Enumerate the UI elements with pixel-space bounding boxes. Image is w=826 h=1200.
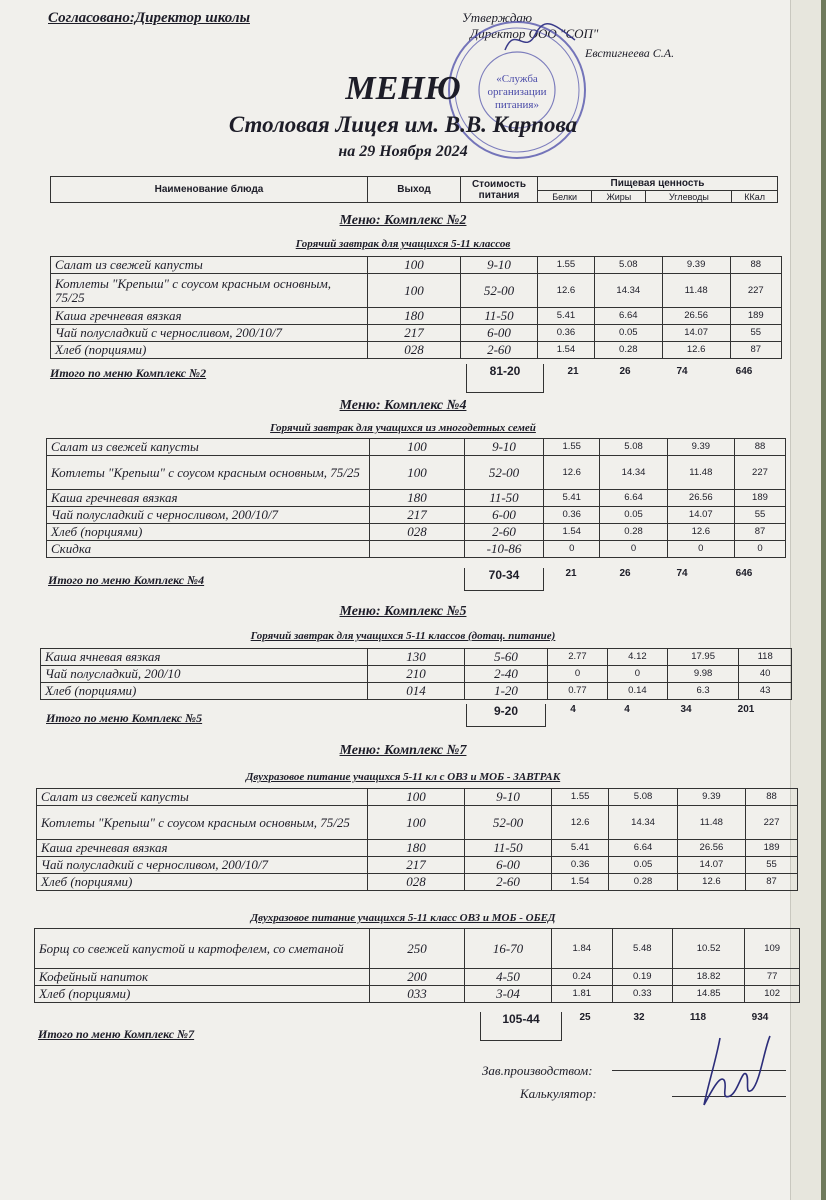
table-row — [51, 257, 782, 274]
dish-name: Чай полусладкий с черносливом, 200/10/7 — [51, 325, 368, 342]
dish-protein: 5.41 — [552, 840, 609, 857]
dish-output: 100 — [368, 257, 461, 274]
dish-fat: 0.14 — [607, 683, 667, 700]
dish-fat: 6.64 — [609, 840, 677, 857]
dish-carbs: 9.98 — [667, 666, 738, 683]
dish-carbs: 0 — [667, 541, 734, 558]
dish-name: Кофейный напиток — [35, 969, 370, 986]
dish-name: Каша гречневая вязкая — [47, 490, 370, 507]
dish-name: Котлеты "Крепыш" с соусом красным основным, 75/25 — [47, 456, 370, 490]
table-row — [51, 274, 782, 308]
dish-output: 028 — [370, 524, 465, 541]
dish-name: Хлеб (порциями) — [35, 986, 370, 1003]
dish-fat: 6.64 — [594, 308, 662, 325]
dish-kcal: 102 — [745, 986, 800, 1003]
dish-output: 100 — [368, 274, 461, 308]
production-manager-label: Зав.производством: — [482, 1063, 593, 1078]
complex-5-total-label: Итого по меню Комплекс №5 — [46, 711, 203, 725]
dish-carbs: 9.39 — [677, 789, 745, 806]
table-row — [47, 490, 786, 507]
dish-protein: 1.55 — [538, 257, 595, 274]
dish-kcal: 189 — [734, 490, 785, 507]
dish-protein: 0.36 — [544, 507, 600, 524]
dish-name: Каша ячневая вязкая — [41, 649, 368, 666]
dish-carbs: 14.07 — [677, 857, 745, 874]
dish-kcal: 88 — [730, 257, 781, 274]
complex-7-total-fat: 32 — [633, 1012, 645, 1023]
svg-text:организации: организации — [487, 86, 547, 98]
dish-price: 52-00 — [461, 274, 538, 308]
paper-edge — [790, 0, 821, 1200]
calculator-label: Калькулятор: — [520, 1086, 597, 1101]
dish-protein: 1.54 — [552, 874, 609, 891]
dish-carbs: 26.56 — [662, 308, 730, 325]
svg-text:питания»: питания» — [495, 99, 539, 111]
table-row — [47, 507, 786, 524]
approval-left: Согласовано:Директор школы — [48, 10, 250, 26]
table-row — [37, 806, 798, 840]
complex-7-total-label: Итого по меню Комплекс №7 — [38, 1027, 195, 1041]
dish-carbs: 26.56 — [667, 490, 734, 507]
dish-output: 217 — [368, 857, 465, 874]
table-row — [41, 666, 792, 683]
dish-fat: 14.34 — [600, 456, 667, 490]
dish-carbs: 14.07 — [662, 325, 730, 342]
dish-price: 6-00 — [461, 325, 538, 342]
dish-protein: 12.6 — [538, 274, 595, 308]
complex-7-breakfast-table — [36, 788, 798, 891]
dish-kcal: 189 — [730, 308, 781, 325]
dish-protein: 5.41 — [544, 490, 600, 507]
dish-carbs: 26.56 — [677, 840, 745, 857]
dish-name: Скидка — [47, 541, 370, 558]
dish-price: 52-00 — [465, 806, 552, 840]
dish-carbs: 12.6 — [667, 524, 734, 541]
complex-5-title: Меню: Комплекс №5 — [339, 604, 467, 619]
table-row — [41, 649, 792, 666]
dish-output: 180 — [368, 840, 465, 857]
dish-fat: 0.05 — [600, 507, 667, 524]
dish-fat: 0.28 — [609, 874, 677, 891]
dish-name: Салат из свежей капусты — [37, 789, 368, 806]
page-title: МЕНЮ — [345, 70, 461, 107]
dish-carbs: 9.39 — [667, 439, 734, 456]
dish-protein: 1.55 — [544, 439, 600, 456]
header-cost: Стоимость питания — [461, 177, 538, 203]
dish-carbs: 10.52 — [673, 929, 745, 969]
complex-5-total-protein: 4 — [570, 704, 576, 715]
header-output: Выход — [368, 177, 461, 203]
dish-kcal: 227 — [734, 456, 785, 490]
complex-4-total-kcal: 646 — [735, 568, 753, 579]
dish-output: 200 — [370, 969, 465, 986]
complex-7-total-kcal: 934 — [751, 1012, 769, 1023]
complex-5-subtitle: Горячий завтрак для учащихся 5-11 классов (дотац. питание) — [250, 630, 556, 642]
dish-name: Котлеты "Крепыш" с соусом красным основным, 75/25 — [51, 274, 368, 308]
dish-carbs: 11.48 — [667, 456, 734, 490]
dish-fat: 6.64 — [600, 490, 667, 507]
dish-output: 217 — [368, 325, 461, 342]
dish-name: Хлеб (порциями) — [51, 342, 368, 359]
complex-7-subtitle: Двухразовое питание учащихся 5-11 кл с ОВЗ и МОБ - ЗАВТРАК — [245, 771, 561, 783]
complex-5-table — [40, 648, 792, 700]
dish-fat: 0 — [600, 541, 667, 558]
dish-protein: 2.77 — [548, 649, 608, 666]
complex-7-subtitle-lunch: Двухразовое питание учащихся 5-11 класс ОВЗ и МОБ - ОБЕД — [250, 912, 556, 924]
dish-protein: 12.6 — [544, 456, 600, 490]
dish-name: Борщ со свежей капустой и картофелем, со сметаной — [35, 929, 370, 969]
dish-fat: 0.28 — [600, 524, 667, 541]
dish-fat: 0.33 — [612, 986, 673, 1003]
complex-7-total-carbs: 118 — [689, 1012, 707, 1023]
dish-kcal: 88 — [746, 789, 798, 806]
dish-fat: 0.05 — [594, 325, 662, 342]
dish-output: 130 — [368, 649, 465, 666]
dish-price: 16-70 — [465, 929, 552, 969]
dish-price: 11-50 — [465, 490, 544, 507]
dish-carbs: 14.85 — [673, 986, 745, 1003]
dish-protein: 1.81 — [552, 986, 613, 1003]
dish-protein: 5.41 — [538, 308, 595, 325]
dish-price: 52-00 — [465, 456, 544, 490]
table-row — [51, 308, 782, 325]
director-signature — [500, 20, 580, 60]
table-row — [47, 456, 786, 490]
dish-name: Хлеб (порциями) — [41, 683, 368, 700]
dish-price: 3-04 — [465, 986, 552, 1003]
dish-price: 2-60 — [461, 342, 538, 359]
dish-output: 100 — [368, 789, 465, 806]
dish-kcal: 88 — [734, 439, 785, 456]
complex-4-title: Меню: Комплекс №4 — [339, 398, 467, 413]
dish-kcal: 109 — [745, 929, 800, 969]
table-row — [37, 857, 798, 874]
dish-kcal: 55 — [730, 325, 781, 342]
menu-date: на 29 Ноября 2024 — [338, 143, 468, 160]
table-row — [35, 986, 800, 1003]
dish-kcal: 0 — [734, 541, 785, 558]
table-row — [51, 342, 782, 359]
complex-5-total-fat: 4 — [624, 704, 630, 715]
dish-name: Салат из свежей капусты — [47, 439, 370, 456]
header-protein: Белки — [538, 191, 592, 203]
dish-output: 250 — [370, 929, 465, 969]
dish-kcal: 87 — [734, 524, 785, 541]
dish-name: Каша гречневая вязкая — [37, 840, 368, 857]
dish-carbs: 17.95 — [667, 649, 738, 666]
header-nutrition: Пищевая ценность — [538, 177, 778, 191]
complex-2-table — [50, 256, 782, 359]
dish-price: 9-10 — [461, 257, 538, 274]
dish-kcal: 227 — [746, 806, 798, 840]
dish-price: 6-00 — [465, 857, 552, 874]
dish-price: 6-00 — [465, 507, 544, 524]
dish-fat: 5.08 — [594, 257, 662, 274]
complex-7-title: Меню: Комплекс №7 — [339, 743, 467, 758]
dish-output: 180 — [368, 308, 461, 325]
dish-price: 11-50 — [461, 308, 538, 325]
complex-2-subtitle: Горячий завтрак для учащихся 5-11 классов — [295, 238, 511, 250]
dish-protein: 0.24 — [552, 969, 613, 986]
table-row — [47, 439, 786, 456]
dish-kcal: 227 — [730, 274, 781, 308]
dish-carbs: 12.6 — [677, 874, 745, 891]
table-row — [37, 789, 798, 806]
dish-output: 033 — [370, 986, 465, 1003]
dish-fat: 4.12 — [607, 649, 667, 666]
dish-kcal: 87 — [746, 874, 798, 891]
dish-output — [370, 541, 465, 558]
complex-4-total-fat: 26 — [619, 568, 631, 579]
dish-price: 2-60 — [465, 524, 544, 541]
handwritten-signature — [690, 1030, 780, 1110]
dish-output: 014 — [368, 683, 465, 700]
dish-price: -10-86 — [465, 541, 544, 558]
dish-price: 5-60 — [465, 649, 548, 666]
table-row — [47, 541, 786, 558]
dish-protein: 0.77 — [548, 683, 608, 700]
dish-output: 217 — [370, 507, 465, 524]
director-name: Евстигнеева С.А. — [585, 46, 675, 60]
dish-output: 210 — [368, 666, 465, 683]
dish-kcal: 55 — [734, 507, 785, 524]
dish-price: 2-60 — [465, 874, 552, 891]
dish-protein: 0.36 — [538, 325, 595, 342]
dish-kcal: 55 — [746, 857, 798, 874]
table-row — [51, 325, 782, 342]
approval-title: Утверждаю — [462, 10, 533, 25]
dish-fat: 0.19 — [612, 969, 673, 986]
dish-protein: 12.6 — [552, 806, 609, 840]
dish-carbs: 11.48 — [662, 274, 730, 308]
dish-fat: 5.08 — [600, 439, 667, 456]
dish-carbs: 18.82 — [673, 969, 745, 986]
dish-output: 100 — [370, 439, 465, 456]
complex-2-total-carbs: 74 — [676, 366, 688, 377]
complex-5-total-price: 9-20 — [466, 704, 546, 727]
dish-name: Чай полусладкий с черносливом, 200/10/7 — [47, 507, 370, 524]
dish-name: Хлеб (порциями) — [47, 524, 370, 541]
dish-price: 4-50 — [465, 969, 552, 986]
dish-carbs: 6.3 — [667, 683, 738, 700]
header-kcal: ККал — [732, 191, 778, 203]
dish-protein: 0 — [548, 666, 608, 683]
complex-7-lunch-table — [34, 928, 800, 1003]
dish-fat: 5.08 — [609, 789, 677, 806]
dish-fat: 5.48 — [612, 929, 673, 969]
dish-protein: 0.36 — [552, 857, 609, 874]
dish-price: 1-20 — [465, 683, 548, 700]
dish-kcal: 87 — [730, 342, 781, 359]
dish-output: 100 — [370, 456, 465, 490]
dish-name: Хлеб (порциями) — [37, 874, 368, 891]
dish-name: Котлеты "Крепыш" с соусом красным основным, 75/25 — [37, 806, 368, 840]
dish-protein: 1.84 — [552, 929, 613, 969]
complex-5-total-carbs: 34 — [680, 704, 692, 715]
table-header — [50, 176, 778, 203]
complex-7-total-price: 105-44 — [480, 1012, 562, 1041]
dish-carbs: 12.6 — [662, 342, 730, 359]
table-row — [35, 929, 800, 969]
dish-price: 9-10 — [465, 789, 552, 806]
complex-4-total-price: 70-34 — [464, 568, 544, 591]
dish-carbs: 11.48 — [677, 806, 745, 840]
dish-name: Салат из свежей капусты — [51, 257, 368, 274]
dish-output: 028 — [368, 342, 461, 359]
dish-price: 11-50 — [465, 840, 552, 857]
dish-name: Чай полусладкий, 200/10 — [41, 666, 368, 683]
table-row — [37, 874, 798, 891]
dish-output: 028 — [368, 874, 465, 891]
complex-2-title: Меню: Комплекс №2 — [339, 213, 467, 228]
dish-protein: 1.54 — [538, 342, 595, 359]
svg-text:«Служба: «Служба — [496, 73, 538, 85]
table-row — [35, 969, 800, 986]
complex-2-total-price: 81-20 — [466, 364, 544, 393]
complex-5-total-kcal: 201 — [737, 704, 755, 715]
dish-protein: 1.55 — [552, 789, 609, 806]
complex-2-total-protein: 21 — [567, 366, 579, 377]
dish-fat: 0.28 — [594, 342, 662, 359]
complex-2-total-label: Итого по меню Комплекс №2 — [50, 366, 207, 380]
header-name: Наименование блюда — [51, 177, 368, 203]
dish-name: Каша гречневая вязкая — [51, 308, 368, 325]
dish-protein: 1.54 — [544, 524, 600, 541]
dish-kcal: 40 — [739, 666, 792, 683]
complex-4-total-protein: 21 — [565, 568, 577, 579]
approval-position: Директор ООО "СОП" — [470, 26, 599, 41]
complex-4-table — [46, 438, 786, 558]
dish-name: Чай полусладкий с черносливом, 200/10/7 — [37, 857, 368, 874]
complex-7-total-protein: 25 — [579, 1012, 591, 1023]
dish-price: 2-40 — [465, 666, 548, 683]
page-subtitle: Столовая Лицея им. В.В. Карпова — [228, 112, 578, 137]
complex-4-total-label: Итого по меню Комплекс №4 — [48, 573, 205, 587]
dish-kcal: 77 — [745, 969, 800, 986]
complex-2-total-fat: 26 — [619, 366, 631, 377]
dish-fat: 14.34 — [594, 274, 662, 308]
dish-fat: 0.05 — [609, 857, 677, 874]
table-row — [37, 840, 798, 857]
complex-4-subtitle: Горячий завтрак для учащихся из многодетных семей — [270, 422, 536, 434]
header-carbs: Углеводы — [646, 191, 732, 203]
dish-output: 180 — [370, 490, 465, 507]
complex-2-total-kcal: 646 — [735, 366, 753, 377]
dish-carbs: 14.07 — [667, 507, 734, 524]
dish-carbs: 9.39 — [662, 257, 730, 274]
dish-protein: 0 — [544, 541, 600, 558]
dish-price: 9-10 — [465, 439, 544, 456]
table-row — [47, 524, 786, 541]
dish-fat: 14.34 — [609, 806, 677, 840]
header-fat: Жиры — [592, 191, 646, 203]
table-row — [41, 683, 792, 700]
dish-kcal: 189 — [746, 840, 798, 857]
dish-fat: 0 — [607, 666, 667, 683]
dish-output: 100 — [368, 806, 465, 840]
dish-kcal: 118 — [739, 649, 792, 666]
complex-4-total-carbs: 74 — [676, 568, 688, 579]
dish-kcal: 43 — [739, 683, 792, 700]
